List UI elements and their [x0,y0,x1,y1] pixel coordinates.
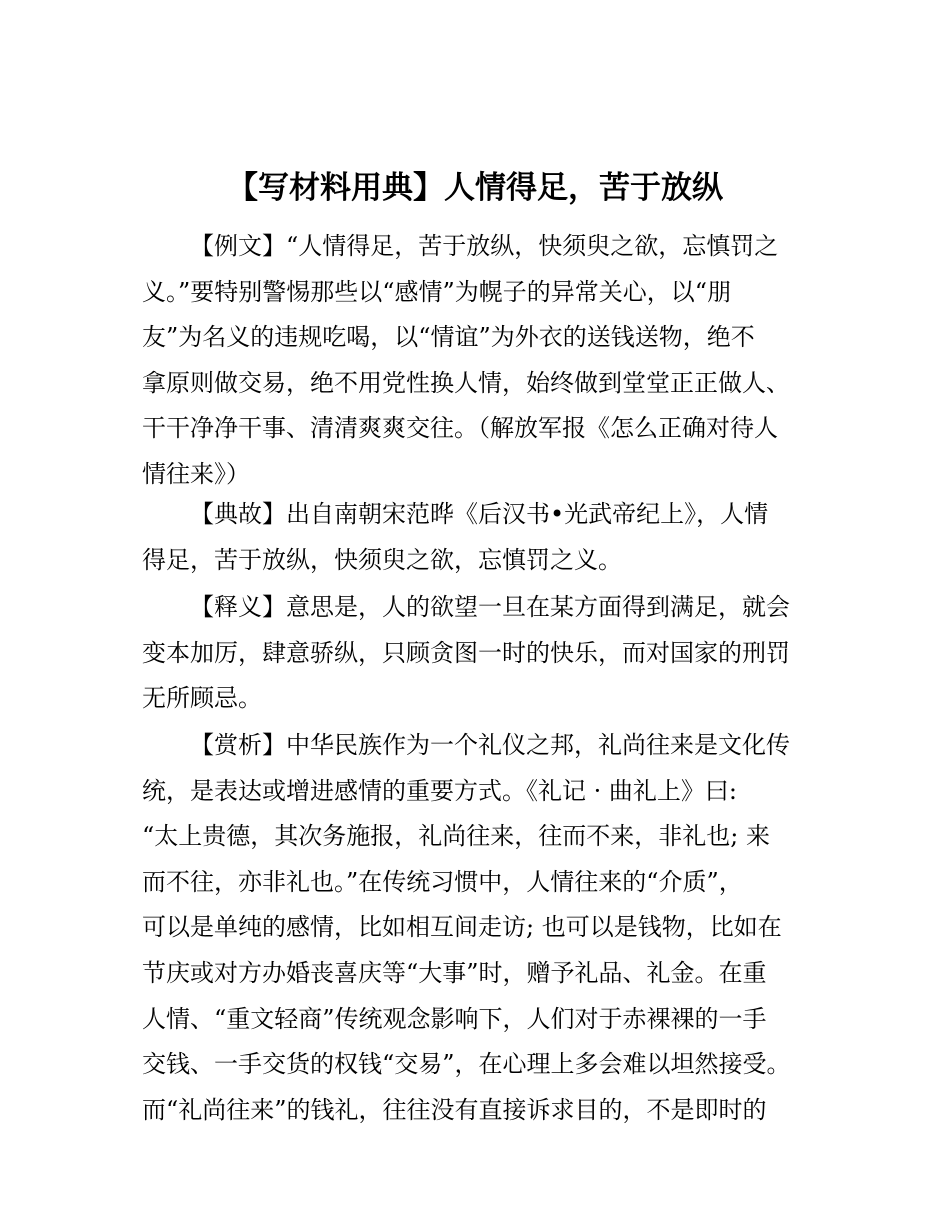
paragraph-line: 统，是表达或增进感情的重要方式。《礼记 · 曲礼上》曰: [142,776,737,805]
allusion-paragraph [142,492,822,583]
paragraph-line [142,585,822,631]
paragraph-line [142,492,822,538]
paragraph-line: 而不往，亦非礼也。”在传统习惯中，人情往来的“介质”， [142,867,743,896]
paragraph-line: 拿原则做交易，绝不用党性换人情，始终做到堂堂正正做人、 [142,368,790,397]
line-text: 意思是，人的欲望一旦在某方面得到满足，就会 [286,593,790,621]
paragraph-line: “太上贵德，其次务施报，礼尚往来，往而不来，非礼也; 来 [142,822,770,851]
paragraph-line [142,224,822,270]
example-paragraph [142,224,822,498]
section-label: 【赏析】 [190,731,286,759]
paragraph-line: 交钱、一手交货的权钱“交易”，在心理上多会难以坦然接受。 [142,1050,791,1079]
section-label: 【例文】 [190,232,286,260]
paragraph-line: 变本加厉，肆意骄纵，只顾贪图一时的快乐，而对国家的刑罚 [142,638,790,667]
paragraph-line: 情往来》） [142,459,250,488]
line-text: 出自南朝宋范晔《后汉书•光武帝纪上》，人情 [286,500,769,528]
paragraph-line: 人情、“重文轻商”传统观念影响下，人们对于赤裸裸的一手 [142,1004,767,1033]
section-label: 【释义】 [190,593,286,621]
paragraph-line: 无所顾忌。 [142,684,262,713]
appreciation-paragraph [142,723,822,1133]
page-title: 【写材料用典】人情得足，苦于放纵 [227,170,723,206]
paragraph-line: 义。”要特别警惕那些以“感情”为幌子的异常关心，以“朋 [142,277,732,306]
paragraph-line: 可以是单纯的感情，比如相互间走访; 也可以是钱物，比如在 [142,913,782,942]
paragraph-line: 得足，苦于放纵，快须臾之欲，忘慎罚之义。 [142,545,622,574]
paragraph-line [142,723,822,769]
paragraph-line: 而“礼尚往来”的钱礼，往往没有直接诉求目的，不是即时的 [142,1095,767,1124]
line-text: “人情得足，苦于放纵，快须臾之欲，忘慎罚之 [286,232,779,260]
paragraph-line: 干干净净干事、清清爽爽交往。（解放军报《怎么正确对待人 [142,414,778,443]
line-text: 中华民族作为一个礼仪之邦，礼尚往来是文化传 [286,731,790,759]
paragraph-line: 友”为名义的违规吃喝，以“情谊”为外衣的送钱送物，绝不 [142,323,755,352]
section-label: 【典故】 [190,500,286,528]
explanation-paragraph [142,585,822,722]
paragraph-line: 节庆或对方办婚丧喜庆等“大事”时，赠予礼品、礼金。在重 [142,958,767,987]
